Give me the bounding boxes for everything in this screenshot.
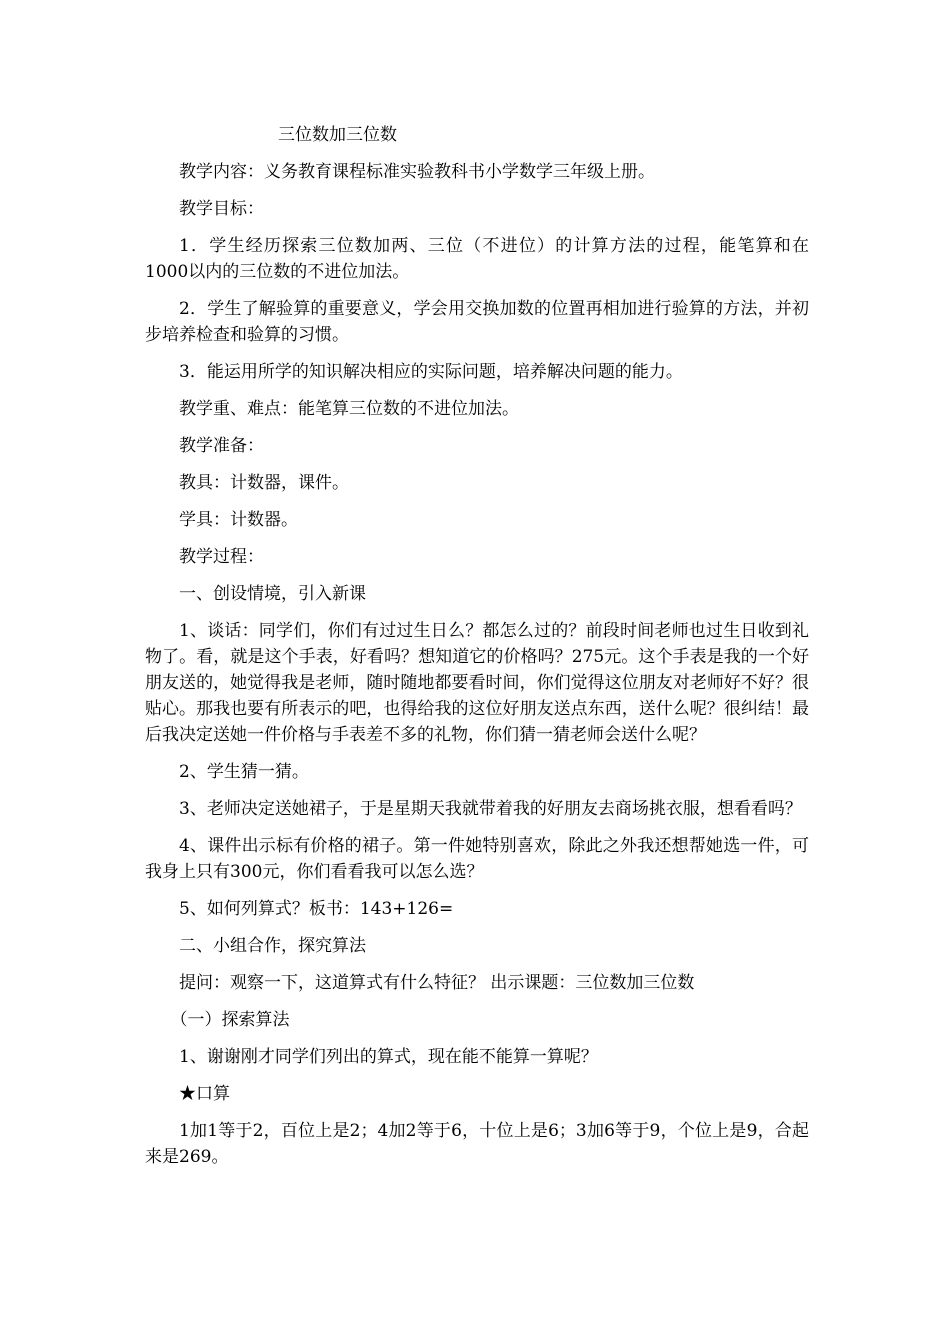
paragraph-subsection-heading: （一）探索算法 <box>170 1010 290 1030</box>
document-title: 三位数加三位数 <box>278 125 397 145</box>
paragraph-student-aids: 学具：计数器。 <box>179 510 298 530</box>
paragraph-step-4: 4、课件出示标有价格的裙子。第一件她特别喜欢，除此之外我还想帮她选一件，可我身上只有300元，你们看看我可以怎么选？ <box>145 836 809 882</box>
paragraph-objective-3: 3．能运用所学的知识解决相应的实际问题，培养解决问题的能力。 <box>179 362 683 382</box>
paragraph-section-2-heading: 二、小组合作，探究算法 <box>179 936 366 956</box>
paragraph-process-heading: 教学过程： <box>179 547 264 567</box>
paragraph-step-3: 3、老师决定送她裙子，于是星期天我就带着我的好朋友去商场挑衣服，想看看吗？ <box>179 799 802 819</box>
paragraph-preparation-heading: 教学准备： <box>179 436 264 456</box>
paragraph-step-1: 1、谈话：同学们，你们有过过生日么？都怎么过的？前段时间老师也过生日收到礼物了。看，就是这个手表，好看吗？想知道它的价格吗？275元。这个手表是我的一个好朋友送的，她觉得我是老师，随时随地都要看时间，你们觉得这位朋友对老师好不好？很贴心。那我也要有所表示的吧，也得给我的这位好朋友送点东西，送什么呢？很纠结！最后我决定送她一件价格与手表差不多的礼物，你们猜一猜老师会送什么呢？ <box>145 621 809 745</box>
paragraph-mental-math: 1加1等于2，百位上是2；4加2等于6，十位上是6；3加6等于9，个位上是9，合起来是269。 <box>145 1121 809 1167</box>
paragraph-step-5: 5、如何列算式？板书：143+126= <box>179 899 454 919</box>
paragraph-key-points: 教学重、难点：能笔算三位数的不进位加法。 <box>179 399 519 419</box>
paragraph-mental-math-heading: ★口算 <box>179 1084 230 1104</box>
paragraph-question: 提问：观察一下，这道算式有什么特征？ 出示课题：三位数加三位数 <box>179 973 695 993</box>
paragraph-section-1-heading: 一、创设情境，引入新课 <box>179 584 366 604</box>
paragraph-objective-2: 2．学生了解验算的重要意义，学会用交换加数的位置再相加进行验算的方法，并初步培养检查和验算的习惯。 <box>145 299 809 345</box>
paragraph-objective-1: 1．学生经历探索三位数加两、三位（不进位）的计算方法的过程，能笔算和在1000以内的三位数的不进位加法。 <box>145 236 809 282</box>
paragraph-teaching-aids: 教具：计数器，课件。 <box>179 473 349 493</box>
paragraph-step-2: 2、学生猜一猜。 <box>179 762 309 782</box>
paragraph-content: 教学内容：义务教育课程标准实验教科书小学数学三年级上册。 <box>179 162 655 182</box>
document-page <box>145 122 809 1181</box>
paragraph-objectives-heading: 教学目标： <box>179 199 264 219</box>
paragraph-explore-1: 1、谢谢刚才同学们列出的算式，现在能不能算一算呢？ <box>179 1047 598 1067</box>
